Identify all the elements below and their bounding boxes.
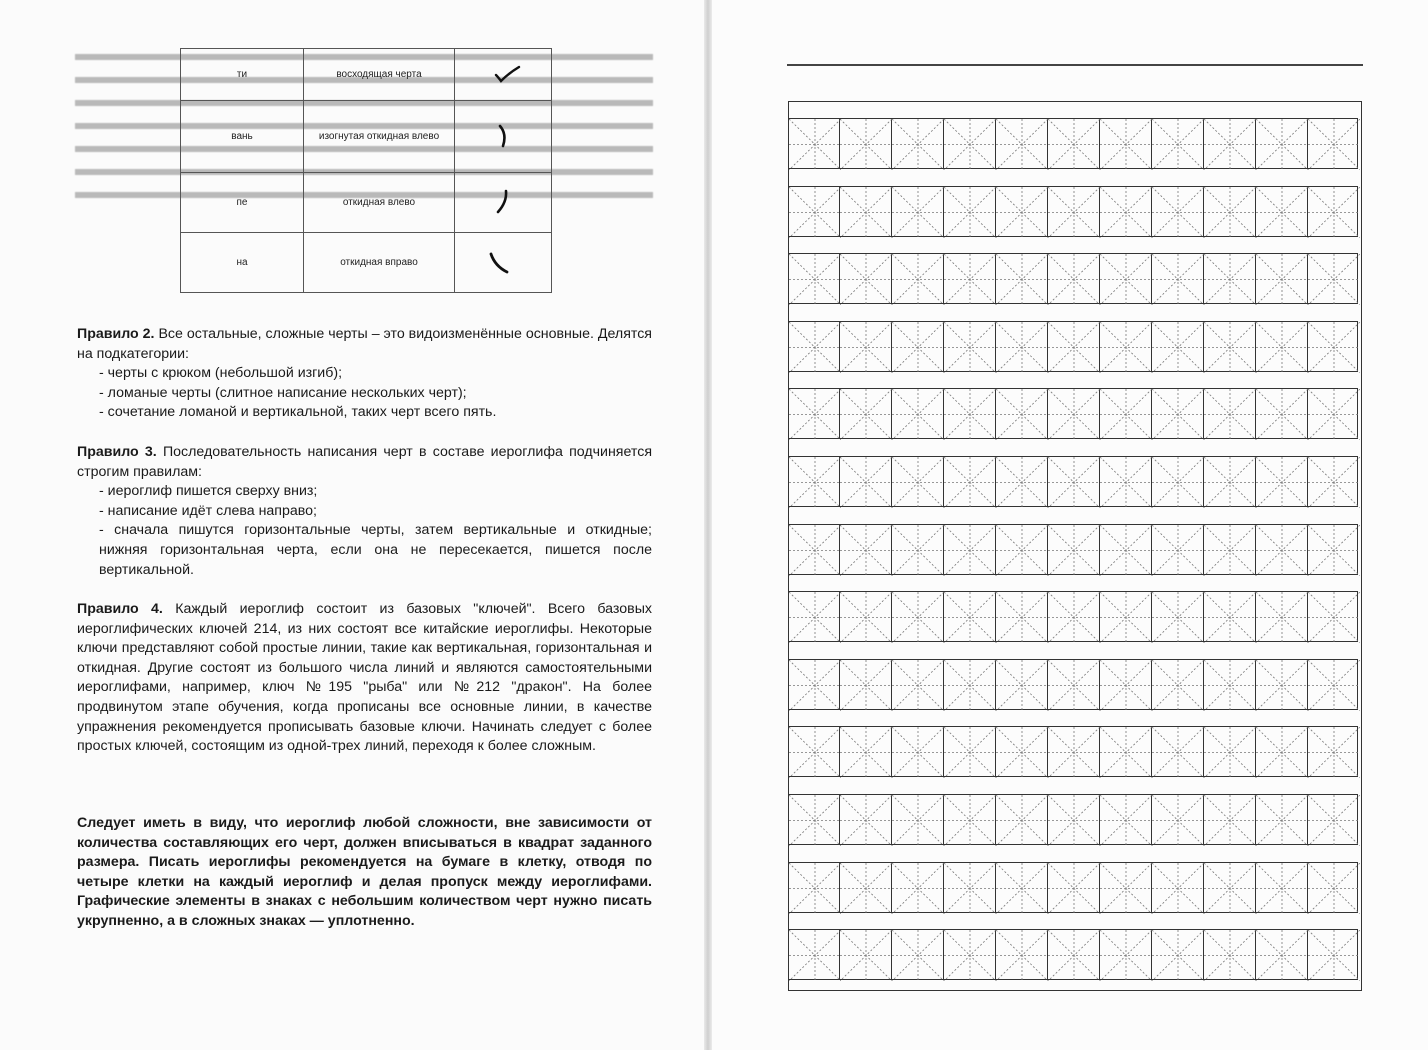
practice-cell <box>1152 929 1204 980</box>
practice-cell <box>1152 591 1204 642</box>
practice-cell <box>1204 118 1256 169</box>
practice-cell <box>1048 591 1100 642</box>
practice-row <box>788 186 1362 237</box>
rising-stroke-icon <box>455 49 552 101</box>
practice-cell <box>944 456 996 507</box>
practice-cell <box>944 321 996 372</box>
practice-cell <box>1256 388 1308 439</box>
practice-cell <box>1204 456 1256 507</box>
practice-row <box>788 929 1362 980</box>
practice-cell <box>788 794 840 845</box>
practice-cell <box>840 118 892 169</box>
practice-row <box>788 321 1362 372</box>
stroke-row <box>181 173 552 233</box>
practice-cell <box>892 118 944 169</box>
practice-cell <box>1256 726 1308 777</box>
practice-cell <box>1100 456 1152 507</box>
practice-cell <box>1256 591 1308 642</box>
practice-cell <box>788 186 840 237</box>
practice-cell <box>788 862 840 913</box>
practice-row <box>788 253 1362 304</box>
practice-cell <box>1100 186 1152 237</box>
practice-cell <box>1308 726 1358 777</box>
practice-cell <box>1100 253 1152 304</box>
stroke-name: на <box>181 233 304 293</box>
practice-row <box>788 591 1362 642</box>
practice-cell <box>1152 118 1204 169</box>
stroke-description: откидная влево <box>304 173 455 233</box>
practice-cell <box>1152 659 1204 710</box>
practice-row <box>788 456 1362 507</box>
practice-cell <box>892 456 944 507</box>
curved-left-stroke-icon <box>455 101 552 173</box>
practice-row <box>788 862 1362 913</box>
practice-cell <box>1152 186 1204 237</box>
rule-3-item: - сначала пишутся горизонтальные черты, затем вертикальные и откидные; нижняя горизонтальная черта, если она не пересекается, пишется после вертикальной. <box>99 522 652 578</box>
practice-cell <box>1100 659 1152 710</box>
rule-2-item: - сочетание ломаной и вертикальной, таких черт всего пять. <box>99 404 497 421</box>
practice-cell <box>1048 929 1100 980</box>
practice-cell <box>1256 862 1308 913</box>
practice-cell <box>1152 253 1204 304</box>
practice-cell <box>1308 659 1358 710</box>
stroke-name: ти <box>181 49 304 101</box>
practice-cell <box>1100 929 1152 980</box>
practice-cell <box>788 118 840 169</box>
practice-cell <box>944 186 996 237</box>
practice-cell <box>996 659 1048 710</box>
writing-note <box>77 814 652 932</box>
practice-cell <box>840 862 892 913</box>
practice-cell <box>1256 321 1308 372</box>
practice-cell <box>840 388 892 439</box>
stroke-description: откидная вправо <box>304 233 455 293</box>
stroke-row <box>181 101 552 173</box>
practice-cell <box>840 726 892 777</box>
practice-row <box>788 659 1362 710</box>
practice-cell <box>1204 929 1256 980</box>
rule-2-text: Все остальные, сложные черты – это видоизменённые основные. Делятся на подкатегории: <box>77 326 652 362</box>
practice-cell <box>996 794 1048 845</box>
practice-cell <box>1048 321 1100 372</box>
practice-cell <box>996 388 1048 439</box>
practice-cell <box>1100 118 1152 169</box>
practice-cell <box>996 524 1048 575</box>
practice-row <box>788 726 1362 777</box>
practice-cell <box>996 929 1048 980</box>
practice-cell <box>1152 862 1204 913</box>
practice-cell <box>1256 253 1308 304</box>
practice-cell <box>840 794 892 845</box>
rule-3-text: Последовательность написания черт в составе иероглифа подчиняется строгим правилам: <box>77 444 652 480</box>
practice-cell <box>1308 929 1358 980</box>
practice-cell <box>1048 253 1100 304</box>
practice-row <box>788 118 1362 169</box>
practice-cell <box>892 591 944 642</box>
practice-cell <box>1204 726 1256 777</box>
practice-cell <box>840 253 892 304</box>
rule-4 <box>77 600 652 757</box>
practice-cell <box>1204 321 1256 372</box>
practice-cell <box>1048 456 1100 507</box>
practice-cell <box>788 929 840 980</box>
practice-cell <box>892 186 944 237</box>
practice-cell <box>1048 659 1100 710</box>
practice-cell <box>892 321 944 372</box>
practice-cell <box>788 456 840 507</box>
practice-cell <box>788 321 840 372</box>
practice-cell <box>1256 456 1308 507</box>
practice-cell <box>892 253 944 304</box>
practice-cell <box>892 388 944 439</box>
stroke-name: пе <box>181 173 304 233</box>
practice-cell <box>1308 794 1358 845</box>
practice-cell <box>996 456 1048 507</box>
practice-cell <box>1308 862 1358 913</box>
practice-row <box>788 794 1362 845</box>
practice-cell <box>1308 524 1358 575</box>
practice-cell <box>840 186 892 237</box>
practice-cell <box>892 726 944 777</box>
practice-cell <box>892 524 944 575</box>
rule-3-item: - иероглиф пишется сверху вниз; <box>99 483 318 500</box>
practice-cell <box>788 253 840 304</box>
practice-cell <box>1308 118 1358 169</box>
practice-cell <box>1048 118 1100 169</box>
practice-cell <box>1152 524 1204 575</box>
rule-4-title: Правило 4. <box>77 601 163 617</box>
practice-cell <box>1204 253 1256 304</box>
practice-cell <box>1048 726 1100 777</box>
practice-cell <box>892 794 944 845</box>
practice-cell <box>1308 388 1358 439</box>
practice-cell <box>840 321 892 372</box>
practice-cell <box>1048 524 1100 575</box>
practice-cell <box>840 929 892 980</box>
practice-cell <box>788 591 840 642</box>
practice-cell <box>996 591 1048 642</box>
practice-cell <box>996 186 1048 237</box>
practice-cell <box>1100 321 1152 372</box>
practice-cell <box>788 388 840 439</box>
practice-cell <box>1152 321 1204 372</box>
practice-cell <box>996 253 1048 304</box>
practice-cell <box>944 253 996 304</box>
practice-cell <box>1204 524 1256 575</box>
practice-cell <box>1048 794 1100 845</box>
practice-cell <box>1204 591 1256 642</box>
stroke-name: вань <box>181 101 304 173</box>
practice-cell <box>1256 186 1308 237</box>
stroke-description: восходящая черта <box>304 49 455 101</box>
practice-cell <box>788 659 840 710</box>
practice-cell <box>1256 929 1308 980</box>
practice-cell <box>840 456 892 507</box>
practice-cell <box>1204 659 1256 710</box>
practice-cell <box>1100 591 1152 642</box>
practice-cell <box>1152 794 1204 845</box>
practice-cell <box>1100 524 1152 575</box>
practice-cell <box>1308 456 1358 507</box>
practice-cell <box>892 659 944 710</box>
practice-cell <box>1256 118 1308 169</box>
practice-cell <box>1152 456 1204 507</box>
practice-row <box>788 388 1362 439</box>
header-rule <box>787 64 1363 66</box>
practice-cell <box>944 591 996 642</box>
stroke-table <box>180 48 552 293</box>
practice-cell <box>944 659 996 710</box>
rule-3 <box>77 443 652 580</box>
practice-cell <box>996 862 1048 913</box>
practice-cell <box>1152 726 1204 777</box>
practice-cell <box>1152 388 1204 439</box>
practice-cell <box>944 388 996 439</box>
practice-cell <box>1048 862 1100 913</box>
practice-cell <box>1256 659 1308 710</box>
practice-cell <box>1256 524 1308 575</box>
rule-2-item: - черты с крюком (небольшой изгиб); <box>99 365 343 382</box>
stroke-description: изогнутая откидная влево <box>304 101 455 173</box>
writing-note-text: Следует иметь в виду, что иероглиф любой сложности, вне зависимости от количества составляющих его черт, должен вписываться в квадрат заданного размера. Писать иероглифы рекомендуется на бумаге в клетку, отводя по четыре клетки на каждый иероглиф и делая пропуск между иероглифами. Графические элементы в знаках с небольшим количеством черт нужно писать укрупненно, а в сложных знаках — уплотненно. <box>77 815 652 929</box>
practice-cell <box>1308 253 1358 304</box>
practice-cell <box>840 659 892 710</box>
rule-2-title: Правило 2. <box>77 326 155 342</box>
practice-cell <box>1204 186 1256 237</box>
book-spine <box>704 0 712 1050</box>
practice-cell <box>788 524 840 575</box>
practice-cell <box>1100 726 1152 777</box>
left-falling-stroke-icon <box>455 173 552 233</box>
practice-cell <box>1100 794 1152 845</box>
stroke-row <box>181 233 552 293</box>
practice-cell <box>944 862 996 913</box>
practice-cell <box>892 929 944 980</box>
practice-cell <box>788 726 840 777</box>
stroke-row <box>181 49 552 101</box>
practice-cell <box>1100 862 1152 913</box>
practice-cell <box>944 524 996 575</box>
practice-cell <box>840 524 892 575</box>
practice-cell <box>1308 321 1358 372</box>
right-falling-stroke-icon <box>455 233 552 293</box>
practice-cell <box>1048 388 1100 439</box>
rule-4-text: Каждый иероглиф состоит из базовых "ключей". Всего базовых иероглифических ключей 214, из них состоят все китайские иероглифы. Некоторые ключи представляют собой простые линии, такие как вертикальная, горизонтальная и откидная. Другие состоят из большого числа линий и являются самостоятельными иероглифами, например, ключ №195 "рыба" или №212 "дракон". На более продвинутом этапе обучения, когда прописаны все основные линии, в качестве упражнения рекомендуется прописывать базовые ключи. Начинать следует с более простых ключей, состоящим из одной-трех линий, переходя к более сложным. <box>77 601 652 755</box>
practice-cell <box>944 929 996 980</box>
practice-cell <box>1100 388 1152 439</box>
rule-3-title: Правило 3. <box>77 444 157 460</box>
practice-cell <box>892 862 944 913</box>
practice-cell <box>996 726 1048 777</box>
practice-cell <box>840 591 892 642</box>
rule-2 <box>77 325 652 423</box>
rule-2-item: - ломаные черты (слитное написание нескольких черт); <box>99 384 467 401</box>
practice-row <box>788 524 1362 575</box>
practice-cell <box>944 118 996 169</box>
practice-cell <box>1204 862 1256 913</box>
rule-3-item: - написание идёт слева направо; <box>99 502 317 519</box>
practice-cell <box>944 726 996 777</box>
practice-cell <box>1204 388 1256 439</box>
practice-cell <box>1256 794 1308 845</box>
practice-cell <box>1048 186 1100 237</box>
practice-cell <box>996 321 1048 372</box>
practice-cell <box>1308 186 1358 237</box>
practice-cell <box>996 118 1048 169</box>
practice-cell <box>944 794 996 845</box>
practice-cell <box>1308 591 1358 642</box>
practice-cell <box>1204 794 1256 845</box>
